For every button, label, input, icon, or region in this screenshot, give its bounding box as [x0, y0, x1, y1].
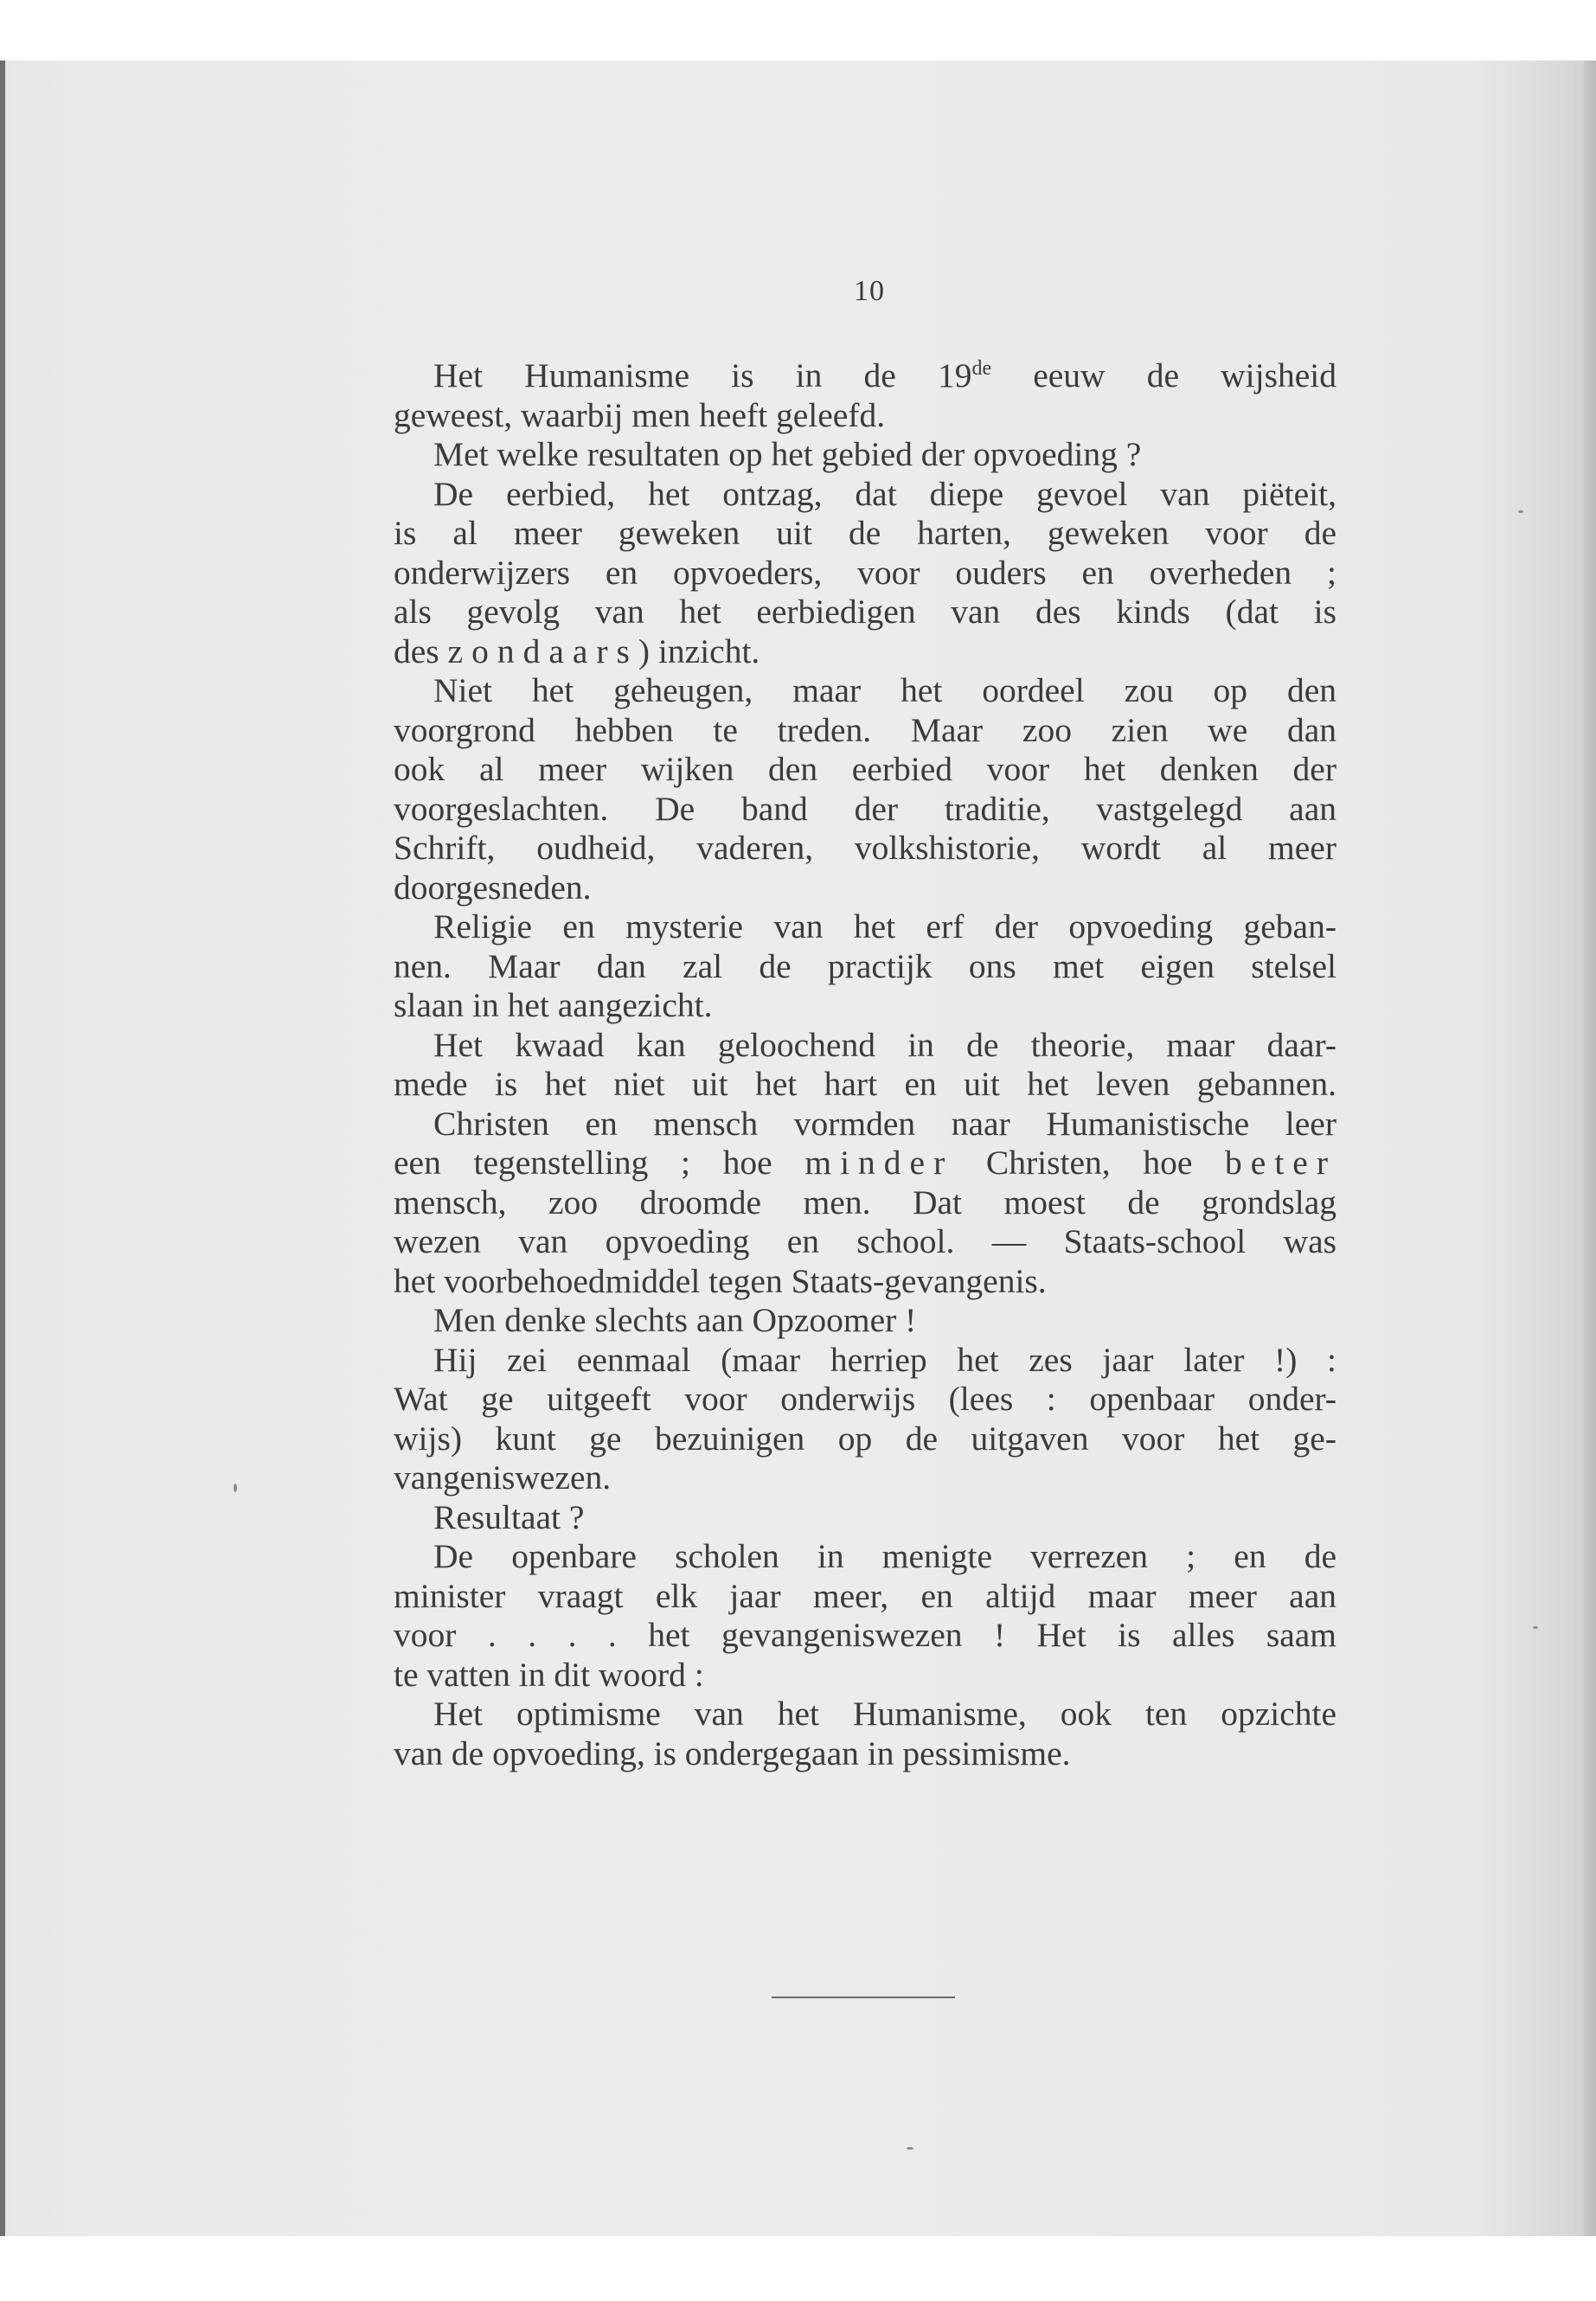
text-line	[394, 1695, 1336, 1734]
text-run: des	[394, 631, 448, 670]
text-run: geweest, waarbij men heeft geleefd.	[394, 395, 886, 434]
text-line	[394, 1341, 1336, 1381]
spaced-emphasis: beter	[1225, 1144, 1336, 1182]
text-line	[394, 1616, 1336, 1656]
text-line	[394, 868, 1336, 908]
spaced-emphasis: minder	[804, 1144, 954, 1182]
text-line	[394, 514, 1336, 554]
text-line	[394, 1420, 1336, 1459]
text-line	[394, 1065, 1336, 1105]
text-run: eeuw de wijsheid	[991, 356, 1336, 394]
text-run: Het kwaad kan geloochend in de theorie, maar daar-	[433, 1025, 1336, 1064]
text-line	[394, 671, 1336, 711]
scan-speck	[234, 1484, 237, 1492]
text-run: ook al meer wijken den eerbied voor het denken der	[394, 750, 1336, 788]
text-line	[394, 1105, 1336, 1144]
text-line	[394, 1026, 1336, 1066]
text-line	[394, 1144, 1336, 1183]
text-line	[394, 829, 1336, 868]
text-run: Christen, hoe	[953, 1144, 1226, 1182]
text-line	[394, 1656, 1336, 1695]
text-run: te vatten in dit woord :	[394, 1655, 704, 1694]
text-line	[394, 1577, 1336, 1617]
text-run: Christen en mensch vormden naar Humanistische leer	[433, 1104, 1336, 1143]
text-line	[394, 790, 1336, 830]
text-run: voor . . . . het gevangeniswezen ! Het is alles saam	[394, 1616, 1336, 1654]
text-line	[394, 1301, 1336, 1341]
text-run: mede is het niet uit het hart en uit het leven gebannen.	[394, 1065, 1336, 1103]
text-line	[394, 593, 1336, 632]
text-line	[394, 1183, 1336, 1223]
text-line	[394, 711, 1336, 751]
text-run: is al meer geweken uit de harten, geweken voor de	[394, 514, 1336, 552]
text-run: Niet het geheugen, maar het oordeel zou op den	[433, 671, 1336, 709]
text-line	[394, 947, 1336, 987]
text-line	[394, 1537, 1336, 1577]
text-line	[394, 396, 1336, 436]
text-run: het voorbehoedmiddel tegen Staats-gevangenis.	[394, 1261, 1047, 1300]
text-line	[394, 1222, 1336, 1262]
scan-border-left	[0, 61, 5, 2236]
text-run: Resultaat ?	[433, 1497, 585, 1536]
text-line	[394, 1734, 1336, 1774]
spaced-emphasis: zondaars	[447, 631, 638, 670]
text-run: Het optimisme van het Humanisme, ook ten opzichte	[433, 1695, 1336, 1733]
text-run: ) inzicht.	[638, 631, 760, 670]
text-line	[394, 356, 1336, 396]
text-run: Het Humanisme is in de 19	[433, 356, 972, 394]
text-line	[394, 1458, 1336, 1498]
scan-speck	[1533, 1626, 1538, 1629]
text-run: doorgesneden.	[394, 868, 592, 907]
text-run: minister vraagt elk jaar meer, en altijd maar meer aan	[394, 1576, 1336, 1615]
text-line	[394, 435, 1336, 475]
text-run: onderwijzers en opvoeders, voor ouders en overheden ;	[394, 553, 1336, 592]
text-run: voorgeslachten. De band der traditie, vastgelegd aan	[394, 789, 1336, 828]
text-run: voorgrond hebben te treden. Maar zoo zien we dan	[394, 710, 1336, 749]
scan-speck	[1518, 510, 1523, 513]
text-line	[394, 750, 1336, 790]
text-line	[394, 1498, 1336, 1538]
text-run: Men denke slechts aan Opzoomer !	[433, 1301, 917, 1339]
text-run: wezen van opvoeding en school. — Staats-school was	[394, 1222, 1336, 1260]
text-run: Schrift, oudheid, vaderen, volkshistorie, wordt al meer	[394, 829, 1336, 867]
scan-speck	[907, 2147, 913, 2150]
text-run: nen. Maar dan zal de practijk ons met eigen stelsel	[394, 946, 1336, 985]
text-line	[394, 554, 1336, 593]
text-run: Religie en mysterie van het erf der opvoeding geban-	[433, 907, 1336, 945]
text-run: wijs) kunt ge bezuinigen op de uitgaven voor het ge-	[394, 1419, 1336, 1458]
text-line	[394, 475, 1336, 515]
page-edge-shadow	[1584, 61, 1596, 2236]
text-run: mensch, zoo droomde men. Dat moest de grondslag	[394, 1183, 1336, 1221]
text-run: vangeniswezen.	[394, 1458, 612, 1497]
superscript: de	[971, 357, 992, 380]
text-run: De eerbied, het ontzag, dat diepe gevoel van piëteit,	[433, 474, 1336, 513]
text-run: Wat ge uitgeeft voor onderwijs (lees : openbaar onder-	[394, 1380, 1336, 1418]
text-run: een tegenstelling ; hoe	[394, 1144, 805, 1182]
text-line	[394, 986, 1336, 1026]
text-run: De openbare scholen in menigte verrezen ; en de	[433, 1537, 1336, 1575]
page-number: 10	[854, 275, 885, 307]
text-line	[394, 1262, 1336, 1302]
text-line	[394, 1380, 1336, 1420]
text-line	[394, 907, 1336, 947]
text-run: als gevolg van het eerbiedigen van des kinds (dat is	[394, 593, 1336, 631]
text-run: Met welke resultaten op het gebied der opvoeding ?	[433, 435, 1142, 473]
text-run: Hij zei eenmaal (maar herriep het zes jaar later !) :	[433, 1340, 1336, 1379]
text-line	[394, 632, 1336, 672]
section-end-rule	[772, 1997, 955, 1998]
body-text	[394, 356, 1336, 1773]
text-run: van de opvoeding, is ondergegaan in pessimisme.	[394, 1734, 1071, 1772]
text-run: slaan in het aangezicht.	[394, 986, 713, 1024]
